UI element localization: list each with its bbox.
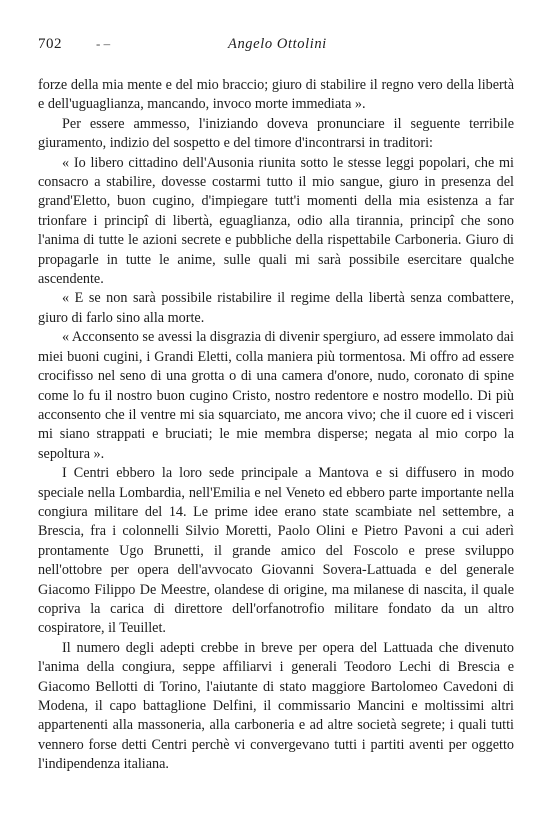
paragraph-oath-quote-1: « Io libero cittadino dell'Ausonia riunita sotto le stesse leggi popolari, che mi consacro a stabilire, dovesse costarmi tutto il mio sangue, giuro in presenza del grand'Eletto, buon cugino, d'impiegare tutt'i momenti della mia esistenza a far trionfare i principî di libertà, eguaglianza, odio alla tirannia, principî che sono l'anima di tutte le azioni secrete e pubbliche della rispettabile Carboneria. Giuro di propagarle in tutte le anime, sulle quali mi sarà possibile esercitare qualche ascendente. <box>38 154 514 288</box>
paragraph-adepti: Il numero degli adepti crebbe in breve per opera del Lattuada che divenuto l'anima della congiura, seppe affiliarvi i generali Teodoro Lechi di Brescia e Giacomo Bellotti di Torino, l'aiutante di stato maggiore Bartolomeo Cavedoni di Modena, il capo battaglione Delfini, il commissario Mancini e moltissimi altri appartenenti alla massoneria, alla carboneria e ad altre società segrete; i quali tutti vennero forse detti Centri perchè vi convergevano tutti i partiti aventi per oggetto l'indipendenza italiana. <box>38 639 514 773</box>
paragraph-centri: I Centri ebbero la loro sede principale a Mantova e si diffusero in modo speciale nella Lombardia, nell'Emilia e nel Veneto ed ebbero parte importante nella congiura militare del 14. Le prime idee erano state scambiate nel settembre, a Brescia, fra i colonnelli Silvio Moretti, Paolo Olini e Pietro Pavoni a cui aderì prontamente Ugo Brunetti, il grande amico del Foscolo e prese sviluppo nell'ottobre per opera dell'avvocato Giovanni Sovera-Lattuada e del generale Giacomo Filippo De Meestre, olandese di origine, ma milanese di nascita, il quale copriva la carica di direttore dell'orfanotrofio militare fondato da un altro cospiratore, il Teuillet. <box>38 465 514 637</box>
paragraph-oath-quote-2: « E se non sarà possibile ristabilire il regime della libertà senza combattere, giuro di farlo sino alla morte. <box>38 290 514 326</box>
running-title: Angelo Ottolini <box>228 36 327 52</box>
running-header <box>38 36 514 58</box>
paragraph-oath-ending: forze della mia mente e del mio braccio; giuro di stabilire il regno vero della libertà e dell'uguaglianza, mancando, invoco morte immediata ». <box>38 77 514 113</box>
page-number: 702 <box>38 36 62 52</box>
paragraph-oath-quote-3: « Acconsento se avessi la disgrazia di divenir spergiuro, ad essere immolato dai miei buoni cugini, i Grandi Eletti, colla maniera più tormentosa. Mi offro ad essere crocifisso nel seno di una grotta o di una camera d'onore, nudo, coronato di spine come lo fu il nostro buon cugino Cristo, nostro redentore e nostro modello. Di più acconsento che il ventre mi sia squarciato, me ancora vivo; che il cuore ed i visceri mi siano strappati e bruciati; le mie membra disperse; negata al mio corpo la sepoltura ». <box>38 329 514 462</box>
header-dash: - – <box>96 36 111 51</box>
body-text <box>38 76 514 775</box>
paragraph-admission: Per essere ammesso, l'iniziando doveva pronunciare il seguente terribile giuramento, indizio del sospetto e del timore d'incontrarsi in traditori: <box>38 115 514 152</box>
